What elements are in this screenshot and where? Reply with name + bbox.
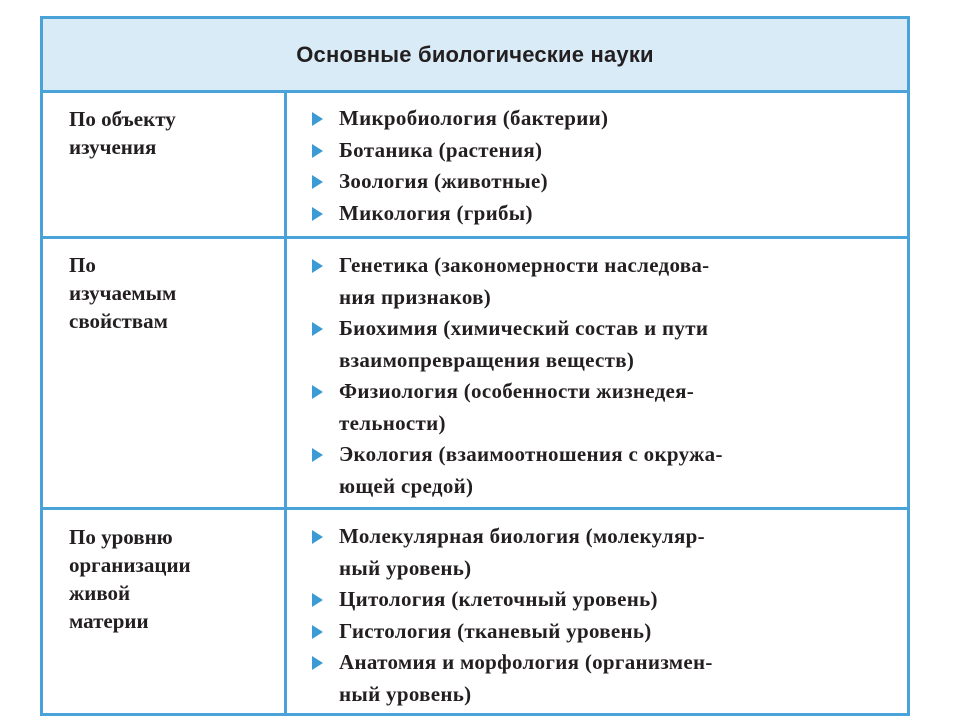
science-item [309,313,899,376]
science-item-line: Анатомия и морфология (организмен- [339,650,713,674]
science-list-object [309,103,899,229]
triangle-right-icon [312,144,323,158]
science-item-line: Зоология (животные) [339,169,548,193]
science-item-line: Физиология (особенности жизнедея- [339,379,695,403]
biology-sciences-table [40,16,910,716]
triangle-right-icon [312,385,323,399]
science-item [309,521,899,584]
row-label-line: свойствам [69,309,168,333]
science-item [309,103,899,135]
row-label-object [69,105,269,161]
triangle-right-icon [312,530,323,544]
row-label-line: живой [69,581,131,605]
science-item-line: Генетика (закономерности наследова- [339,253,710,277]
triangle-right-icon [312,112,323,126]
triangle-right-icon [312,322,323,336]
triangle-right-icon [312,175,323,189]
row-label-line: изучения [69,135,157,159]
science-item-line: Биохимия (химический состав и пути [339,316,709,340]
science-item [309,198,899,230]
science-item [309,584,899,616]
table-title: Основные биологические науки [296,41,654,67]
science-item-line: взаимопревращения веществ) [339,347,635,372]
science-item [309,135,899,167]
triangle-right-icon [312,625,323,639]
row-label-line: материи [69,609,149,633]
row-label-line: организации [69,553,191,577]
science-item-line: Микробиология (бактерии) [339,106,609,130]
row-divider [43,507,907,510]
science-item-line: ный уровень) [339,555,472,580]
science-list-properties [309,250,899,502]
row-divider [43,236,907,239]
triangle-right-icon [312,448,323,462]
row-label-organization [69,523,269,635]
science-item-line: ющей средой) [339,473,474,498]
science-item-line: Цитология (клеточный уровень) [339,587,658,611]
science-item-line: Молекулярная биология (молекуляр- [339,524,705,548]
science-item [309,376,899,439]
science-item-line: Микология (грибы) [339,200,533,225]
triangle-right-icon [312,259,323,273]
row-label-properties [69,251,269,335]
science-list-organization [309,521,899,710]
science-item-line: Ботаника (растения) [339,137,543,162]
column-divider [284,93,287,713]
science-item-line: Экология (взаимоотношения с окружа- [339,442,723,466]
science-item [309,166,899,198]
triangle-right-icon [312,207,323,221]
science-item [309,250,899,313]
science-item [309,647,899,710]
row-label-line: По уровню [69,525,173,549]
triangle-right-icon [312,656,323,670]
table-header [43,19,907,93]
science-item [309,616,899,648]
science-item-line: Гистология (тканевый уровень) [339,618,652,643]
science-item [309,439,899,502]
row-label-line: По [69,253,96,277]
science-item-line: ный уровень) [339,681,472,706]
triangle-right-icon [312,593,323,607]
row-label-line: изучаемым [69,281,177,305]
science-item-line: ния признаков) [339,284,492,309]
row-label-line: По объекту [69,107,176,131]
science-item-line: тельности) [339,410,446,435]
